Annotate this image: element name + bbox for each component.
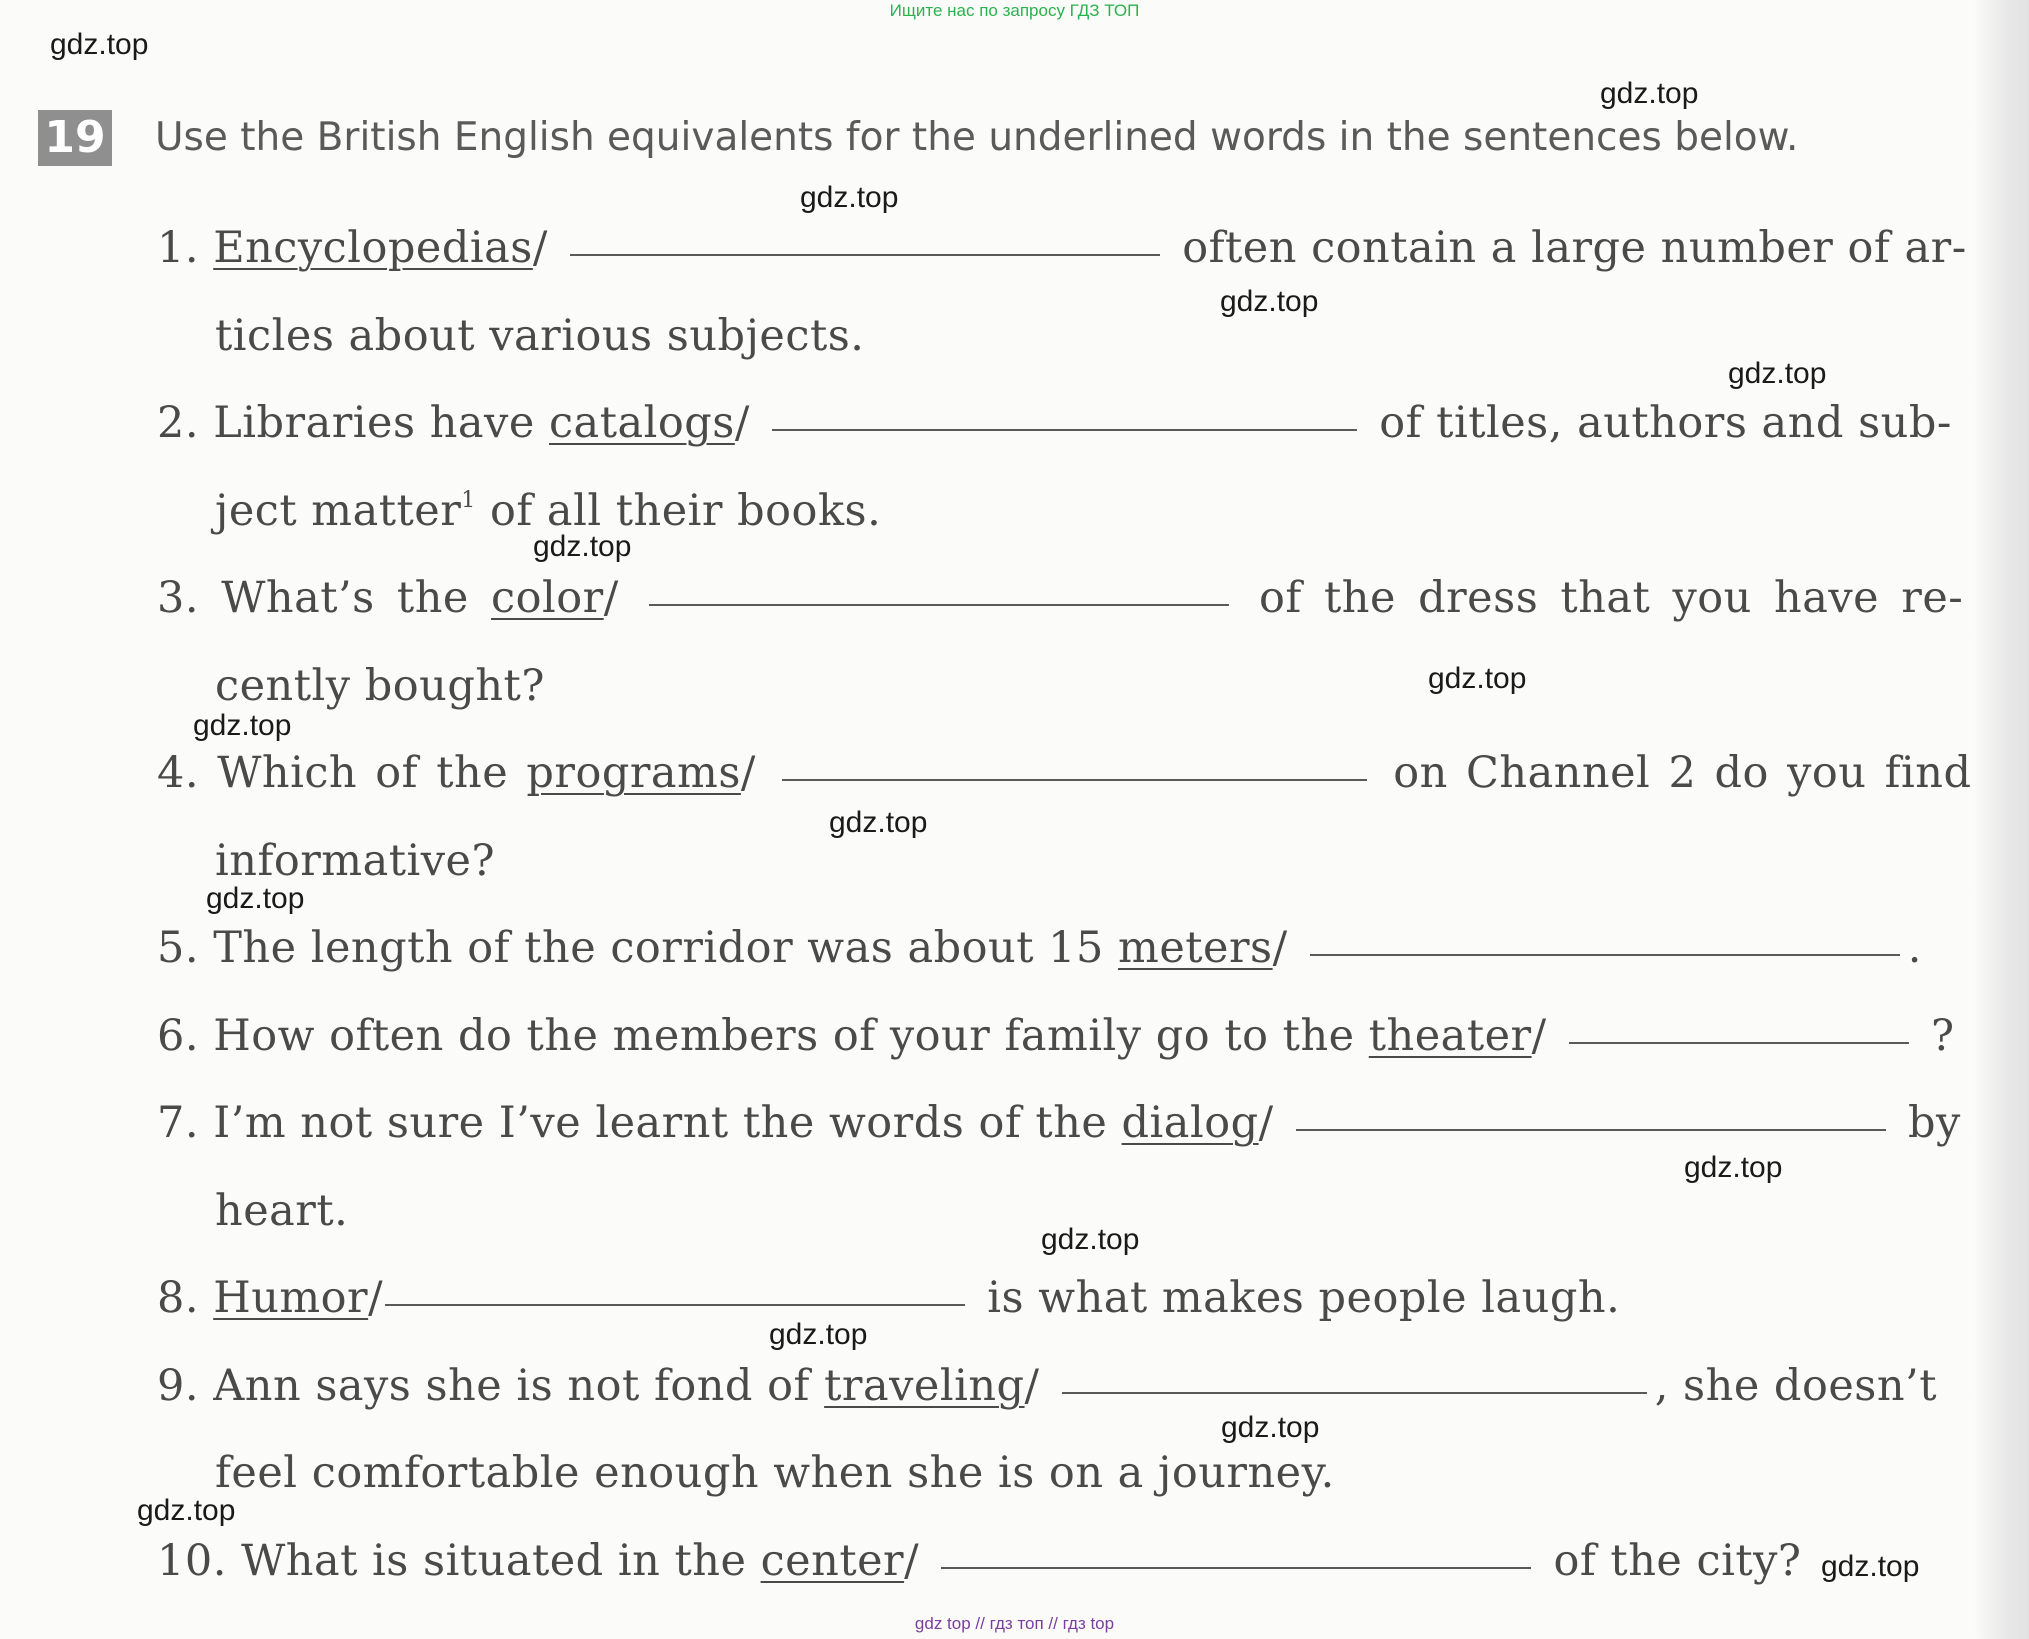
underlined-word: traveling <box>824 1361 1025 1411</box>
underlined-word: theater <box>1368 1011 1532 1061</box>
answer-blank[interactable] <box>649 603 1229 606</box>
answer-blank[interactable] <box>782 778 1367 781</box>
sentence-3: 3. What’s the color/ of the dress that you have re- <box>157 573 1964 623</box>
answer-blank[interactable] <box>1062 1391 1647 1394</box>
sentence-7: 7. I’m not sure I’ve learnt the words of the dialog/ by <box>157 1098 1961 1148</box>
sentence-text: Libraries have <box>213 398 535 448</box>
underlined-word: Encyclopedias <box>213 223 533 273</box>
sentence-9: 9. Ann says she is not fond of traveling/ , she doesn’t <box>157 1361 1938 1411</box>
exercise-instruction: Use the British English equivalents for the underlined words in the sentences below. <box>155 115 1799 160</box>
sentence-text: by <box>1907 1098 1961 1148</box>
top-banner: Ищите нас по запросу ГДЗ ТОП <box>889 1 1140 20</box>
watermark: gdz.top <box>829 806 928 839</box>
sentence-10: 10. What is situated in the center/ of the city? <box>157 1536 1802 1586</box>
underlined-word: dialog <box>1121 1098 1259 1148</box>
sentence-number: 1. <box>157 223 200 273</box>
sentence-7-continuation: heart. <box>215 1186 349 1236</box>
underlined-word: catalogs <box>548 398 735 448</box>
exercise-number-badge: 19 <box>38 110 112 166</box>
sentence-text: I’m not sure I’ve learnt the words of the <box>213 1098 1108 1148</box>
sentence-text: . <box>1907 923 1922 973</box>
watermark: gdz.top <box>206 882 305 915</box>
underlined-word: meters <box>1118 923 1273 973</box>
bottom-banner: gdz top // гдз топ // гдз top <box>914 1614 1115 1633</box>
sentence-9-continuation: feel comfortable enough when she is on a journey. <box>215 1448 1335 1498</box>
underlined-word: programs <box>526 748 741 798</box>
sentence-5: 5. The length of the corridor was about 15 meters/ . <box>157 923 1922 973</box>
watermark: gdz.top <box>1821 1550 1920 1583</box>
answer-blank[interactable] <box>941 1566 1531 1569</box>
answer-blank[interactable] <box>1569 1041 1909 1044</box>
watermark: gdz.top <box>533 530 632 563</box>
sentence-text: often contain a large number of ar- <box>1182 223 1967 273</box>
sentence-2: 2. Libraries have catalogs/ of titles, authors and sub- <box>157 398 1952 448</box>
sentence-text: of the dress that you have re- <box>1259 573 1964 623</box>
sentence-number: 3. <box>157 573 200 623</box>
sentence-number: 5. <box>157 923 200 973</box>
watermark: gdz.top <box>1684 1151 1783 1184</box>
watermark: gdz.top <box>137 1494 236 1527</box>
sentence-4-continuation: informative? <box>215 836 496 886</box>
sentence-number: 10. <box>157 1536 227 1586</box>
watermark: gdz.top <box>193 709 292 742</box>
watermark: gdz.top <box>1220 285 1319 318</box>
sentence-text: The length of the corridor was about 15 <box>213 923 1104 973</box>
footnote-marker: 1 <box>461 488 476 513</box>
underlined-word: center <box>760 1536 905 1586</box>
watermark: gdz.top <box>1221 1411 1320 1444</box>
sentence-2-continuation: ject matter$^1$ of all their books. <box>215 486 882 536</box>
sentence-3-continuation: cently bought? <box>215 661 545 711</box>
watermark: gdz.top <box>769 1318 868 1351</box>
page-edge-shadow <box>1974 0 2029 1639</box>
sentence-number: 8. <box>157 1273 200 1323</box>
watermark: gdz.top <box>1600 77 1699 110</box>
sentence-1: 1. Encyclopedias/ often contain a large number of ar- <box>157 223 1967 273</box>
sentence-text: How often do the members of your family go to the <box>213 1011 1355 1061</box>
watermark: gdz.top <box>1728 357 1827 390</box>
watermark: gdz.top <box>1428 662 1527 695</box>
sentence-number: 2. <box>157 398 200 448</box>
answer-blank[interactable] <box>570 253 1160 256</box>
answer-blank[interactable] <box>1310 953 1900 956</box>
sentence-number: 4. <box>157 748 200 798</box>
sentence-1-continuation: ticles about various subjects. <box>215 311 865 361</box>
sentence-number: 7. <box>157 1098 200 1148</box>
sentence-8: 8. Humor/ is what makes people laugh. <box>157 1273 1621 1323</box>
sentence-text: , she doesn’t <box>1654 1361 1938 1411</box>
sentence-text: Ann says she is not fond of <box>213 1361 810 1411</box>
sentence-text: What is situated in the <box>241 1536 747 1586</box>
sentence-text: What’s the <box>221 573 469 623</box>
underlined-word: Humor <box>213 1273 369 1323</box>
watermark: gdz.top <box>50 28 149 61</box>
sentence-6: 6. How often do the members of your family go to the theater/ ? <box>157 1011 1955 1061</box>
watermark: gdz.top <box>1041 1223 1140 1256</box>
answer-blank[interactable] <box>772 428 1357 431</box>
sentence-text: ? <box>1930 1011 1955 1061</box>
sentence-text: on Channel 2 do you find <box>1393 748 1972 798</box>
watermark: gdz.top <box>800 181 899 214</box>
sentence-text: of titles, authors and sub- <box>1379 398 1952 448</box>
sentence-text: is what makes people laugh. <box>987 1273 1621 1323</box>
sentence-number: 6. <box>157 1011 200 1061</box>
sentence-number: 9. <box>157 1361 200 1411</box>
sentence-text: Which of the <box>217 748 509 798</box>
answer-blank[interactable] <box>385 1303 965 1306</box>
answer-blank[interactable] <box>1296 1128 1886 1131</box>
underlined-word: color <box>491 573 604 623</box>
sentence-text: of the city? <box>1553 1536 1802 1586</box>
sentence-4: 4. Which of the programs/ on Channel 2 do you find <box>157 748 1972 798</box>
